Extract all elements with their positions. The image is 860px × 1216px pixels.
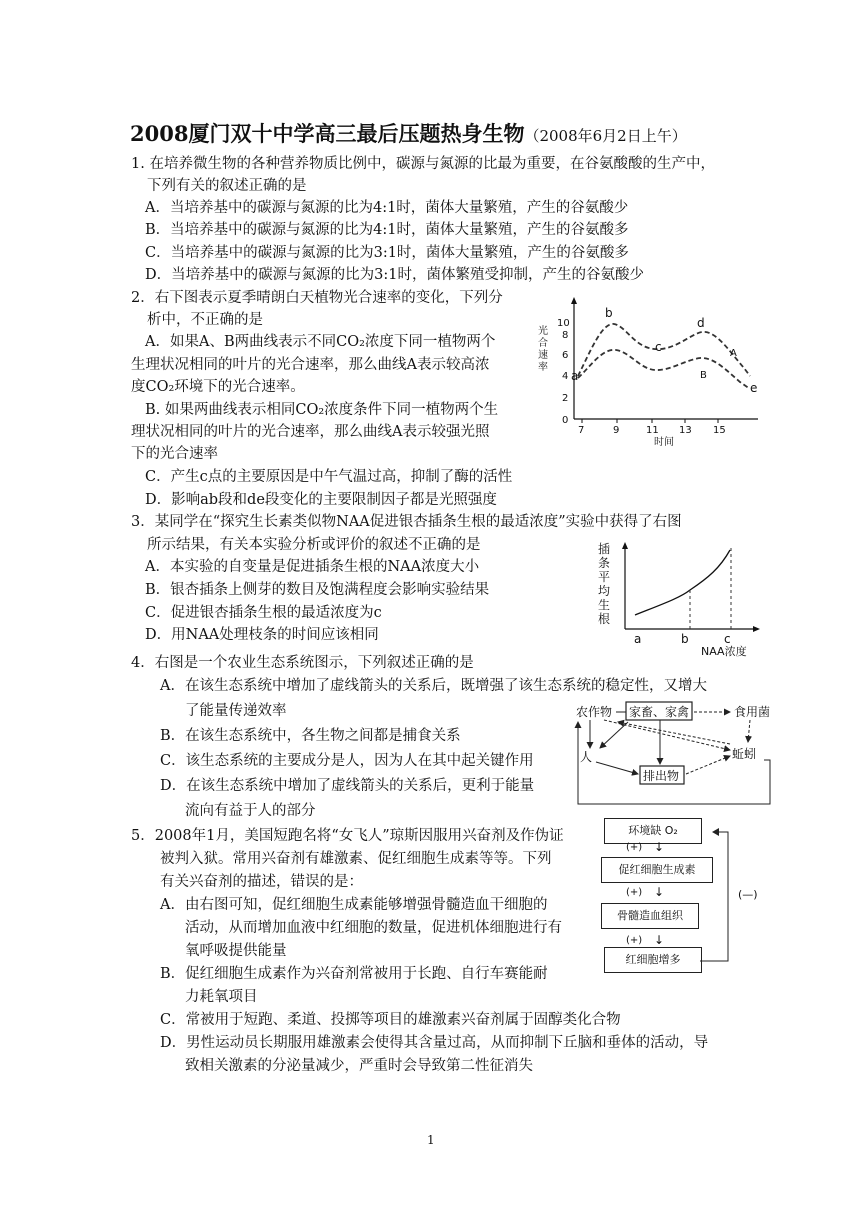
- q1-option-d: D．当培养基中的碳源与氮源的比为3:1时，菌体繁殖受抑制，产生的谷氨酸少: [145, 267, 644, 283]
- q5-box-rbc: 红细胞增多: [604, 947, 702, 973]
- q5-stem-line3: 有关兴奋剂的描述，错误的是：: [160, 874, 363, 890]
- q4-option-c: C．该生态系统的主要成分是人，因为人在其中起关键作用: [160, 753, 534, 769]
- q1-option-b: B．当培养基中的碳源与氮源的比为4:1时，菌体大量繁殖，产生的谷氨酸多: [145, 222, 629, 238]
- q2-stem-line1: 2．右下图表示夏季晴朗白天植物光合速率的变化，下列分: [131, 290, 503, 306]
- q3-curve: [635, 550, 730, 615]
- q3-stem-line1: 3．某同学在“探究生长素类似物NAA促进银杏插条生根的最适浓度”实验中获得了右图: [131, 514, 682, 530]
- q5-stem-line2: 被判入狱。常用兴奋剂有雄激素、促红细胞生成素等等。下列: [160, 851, 552, 867]
- q5-stem-line1: 5．2008年1月，美国短跑名将“女飞人”琼斯因服用兴奋剂及作伪证: [131, 828, 564, 844]
- title-date: （2008年6月2日上午）: [524, 127, 687, 145]
- q4-arrow-livestock-human: [600, 722, 628, 748]
- q4-excreta-label: 排出物: [643, 769, 680, 783]
- q2-option-b-line2: 理状况相同的叶片的光合速率，那么曲线A表示较强光照: [131, 424, 490, 440]
- q2-point-c: c: [655, 340, 662, 354]
- q2-stem-line2: 析中，不正确的是: [147, 312, 263, 328]
- q4-arrow-excreta-earthworm: [686, 756, 730, 774]
- q2-option-c: C．产生c点的主要原因是中午气温过高，抑制了酶的活性: [145, 469, 513, 485]
- q2-ylabel-4: 率: [538, 362, 548, 373]
- q5-option-b-line1: B．促红细胞生成素作为兴奋剂常被用于长跑、自行车赛能耐: [160, 966, 548, 982]
- q2-photosynthesis-graph: [530, 292, 770, 452]
- q4-fungus-label: 食用菌: [734, 705, 771, 719]
- q2-option-a-line3: 度CO₂环境下的光合速率。: [131, 379, 305, 395]
- q2-option-b-line3: 下的光合速率: [131, 446, 218, 462]
- q3-stem-line2: 所示结果，有关本实验分析或评价的叙述不正确的是: [147, 537, 481, 553]
- q5-option-a-line3: 氧呼吸提供能量: [185, 943, 287, 959]
- q3-y-arrow: [622, 542, 628, 549]
- q3-naa-graph: [590, 540, 770, 660]
- q5-feedback-line: [700, 832, 728, 961]
- q2-xtick-11: 11: [646, 425, 659, 436]
- q5-option-c: C．常被用于短跑、柔道、投掷等项目的雄激素兴奋剂属于固醇类化合物: [160, 1012, 621, 1028]
- page-number: 1: [427, 1133, 435, 1147]
- q4-option-d-line1: D．在该生态系统中增加了虚线箭头的关系后，更利于能量: [160, 778, 535, 794]
- q5-box-epo: 促红细胞生成素: [601, 857, 713, 883]
- q4-arrow-earthworm-livestock: [618, 722, 730, 744]
- q2-xtick-13: 13: [679, 425, 692, 436]
- q4-livestock-label: 家畜、家禽: [629, 705, 690, 719]
- q4-option-a-line1: A．在该生态系统中增加了虚线箭头的关系后，既增强了该生态系统的稳定性，又增大: [160, 678, 707, 694]
- q5-option-d-line1: D．男性运动员长期服用雄激素会使得其含量过高，从而抑制下丘脑和垂体的活动，导: [160, 1035, 709, 1051]
- q2-point-d: d: [697, 316, 705, 330]
- q4-option-d-line2: 流向有益于人的部分: [185, 803, 316, 819]
- q2-curve-b: [578, 350, 750, 389]
- q2-ytick-10: 10: [557, 318, 570, 329]
- q2-ylabel-3: 速: [538, 350, 548, 361]
- q4-arrow-earthworm-crop-loop: [578, 722, 770, 804]
- q3-ylabel-6: 根: [598, 612, 611, 626]
- q2-ytick-0: 0: [562, 415, 569, 426]
- q3-option-c: C．促进银杏插条生根的最适浓度为c: [145, 605, 382, 621]
- q5-option-d-line2: 致相关激素的分泌量减少，严重时会导致第二性征消失: [185, 1058, 533, 1074]
- q4-human-label: 人: [580, 750, 593, 764]
- q2-y-arrow: [571, 297, 577, 304]
- q3-ylabel-3: 平: [598, 570, 611, 584]
- q4-option-b: B．在该生态系统中，各生物之间都是捕食关系: [160, 728, 461, 744]
- q2-ytick-4: 4: [562, 371, 569, 382]
- q2-series-b-label: B: [700, 370, 707, 381]
- q3-ylabel-4: 均: [598, 584, 611, 598]
- q4-arrow-crop-earthworm: [604, 720, 730, 750]
- q5-option-a-line1: A．由右图可知，促红细胞生成素能够增强骨髓造血干细胞的: [160, 897, 548, 913]
- q3-option-d: D．用NAA处理枝条的时间应该相同: [145, 627, 379, 643]
- q3-ylabel-5: 生: [598, 598, 611, 612]
- q5-feedback-arrowhead: [712, 828, 719, 836]
- q3-xtick-a: a: [634, 632, 642, 646]
- q4-option-a-line2: 了能量传递效率: [185, 703, 287, 719]
- q1-stem-line2: 下列有关的叙述正确的是: [147, 178, 307, 194]
- page-title: [130, 118, 687, 148]
- q2-ylabel-1: 光: [538, 326, 548, 337]
- q2-xtick-9: 9: [613, 425, 620, 436]
- q2-option-a-line1: A．如果A、B两曲线表示不同CO₂浓度下同一植物两个: [145, 334, 496, 350]
- q5-box-marrow: 骨髓造血组织: [601, 903, 699, 929]
- q4-arrow-fungus-earthworm: [748, 720, 750, 742]
- q1-option-a: A．当培养基中的碳源与氮源的比为4:1时，菌体大量繁殖，产生的谷氨酸少: [145, 200, 629, 216]
- q5-box-hypoxia: 环境缺 O₂: [604, 818, 702, 844]
- q2-ytick-8: 8: [562, 330, 569, 341]
- q2-ylabel-2: 合: [538, 338, 548, 349]
- q5-plus-3: (+): [626, 935, 643, 946]
- q3-option-b: B．银杏插条上侧芽的数目及饱满程度会影响实验结果: [145, 582, 490, 598]
- q4-stem: 4．右图是一个农业生态系统图示，下列叙述正确的是: [131, 655, 474, 671]
- q2-series-a-label: A: [730, 348, 737, 359]
- q1-stem-line1: 1. 在培养微生物的各种营养物质比例中，碳源与氮源的比最为重要，在谷氨酸酸的生产中，: [131, 156, 715, 172]
- q2-xtick-15: 15: [713, 425, 726, 436]
- q3-ylabel-2: 条: [598, 556, 611, 570]
- q2-option-b-line1: B. 如果两曲线表示相同CO₂浓度条件下同一植物两个生: [145, 402, 499, 418]
- q4-crop-label: 农作物: [576, 705, 613, 719]
- q2-point-e: e: [750, 381, 758, 395]
- q5-option-a-line2: 活动，从而增加血液中红细胞的数量，促进机体细胞进行有: [185, 920, 562, 936]
- q4-arrow-human-excreta: [596, 762, 638, 774]
- q2-xtick-7: 7: [578, 425, 585, 436]
- q5-arrow-1: ↓: [654, 840, 665, 854]
- q4-ecosystem-diagram: [574, 700, 784, 810]
- q3-option-a: A．本实验的自变量是促进插条生根的NAA浓度大小: [145, 559, 480, 575]
- q5-option-b-line2: 力耗氧项目: [185, 989, 258, 1005]
- q2-point-a: a: [571, 369, 579, 383]
- q2-option-a-line2: 生理状况相同的叶片的光合速率，那么曲线A表示较高浓: [131, 357, 490, 373]
- q3-xtick-c: c: [724, 632, 731, 646]
- q2-option-d: D．影响ab段和de段变化的主要限制因子都是光照强度: [145, 492, 497, 508]
- q1-option-c: C．当培养基中的碳源与氮源的比为3:1时，菌体大量繁殖，产生的谷氨酸多: [145, 245, 629, 261]
- q5-arrow-3: ↓: [654, 933, 665, 947]
- q5-arrow-2: ↓: [654, 885, 665, 899]
- q2-xlabel: 时间: [654, 437, 674, 448]
- q3-xtick-b: b: [681, 632, 689, 646]
- q2-ytick-2: 2: [562, 393, 569, 404]
- q3-ylabel-1: 插: [598, 542, 611, 556]
- q2-curve-a: [578, 324, 750, 376]
- q5-minus-label: (—): [738, 888, 758, 901]
- q3-x-arrow: [753, 626, 760, 632]
- q2-point-b: b: [605, 306, 613, 320]
- title-main: 2008厦门双十中学高三最后压题热身生物: [130, 121, 525, 146]
- q3-xlabel: NAA浓度: [701, 645, 747, 658]
- q2-ytick-6: 6: [562, 350, 569, 361]
- q4-earthworm-label: 蚯蚓: [732, 747, 757, 761]
- q5-plus-2: (+): [626, 887, 643, 898]
- q5-plus-1: (+): [626, 842, 643, 853]
